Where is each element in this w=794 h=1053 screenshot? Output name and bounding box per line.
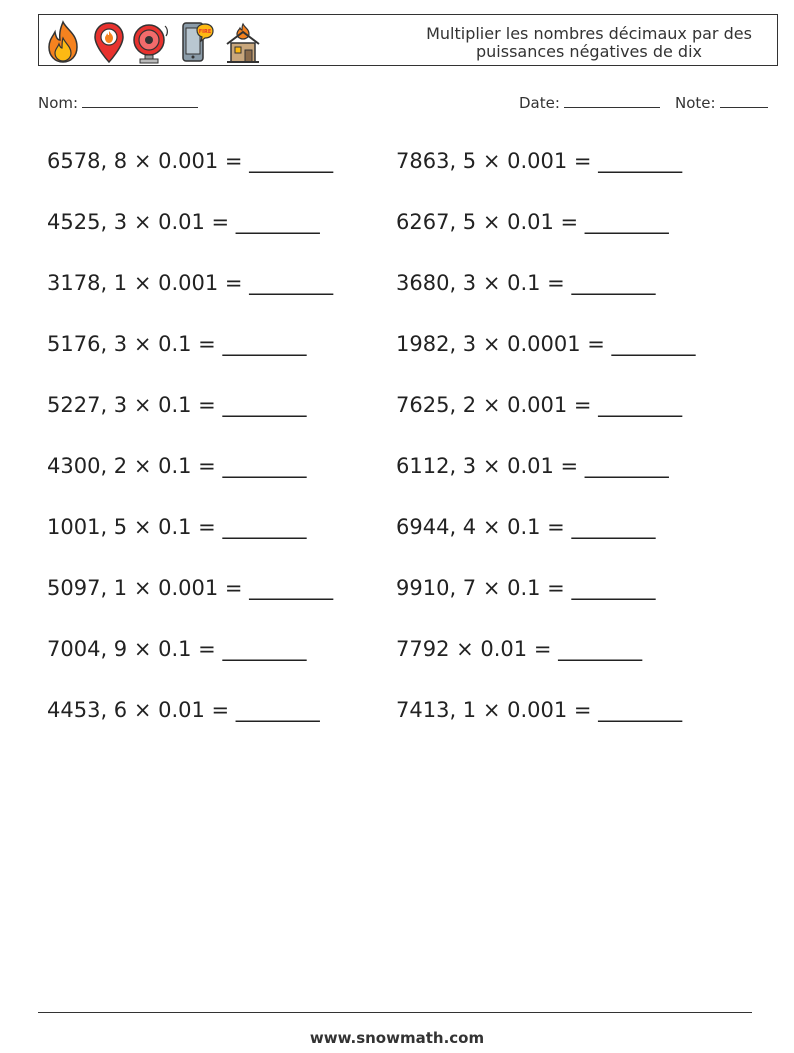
problem-right-10: 7413, 1 × 0.001 = ________: [396, 698, 683, 722]
fire-location-pin-icon: [89, 20, 129, 64]
problem-right-4: 1982, 3 × 0.0001 = ________: [396, 332, 696, 356]
title-line-1: Multiplier les nombres décimaux par des: [426, 24, 752, 43]
title-line-2: puissances négatives de dix: [476, 42, 702, 61]
problem-left-3: 3178, 1 × 0.001 = ________: [47, 271, 334, 295]
problem-left-1: 6578, 8 × 0.001 = ________: [47, 149, 334, 173]
name-blank[interactable]: [82, 94, 198, 108]
problem-right-9: 7792 × 0.01 = ________: [396, 637, 643, 661]
problem-right-5: 7625, 2 × 0.001 = ________: [396, 393, 683, 417]
problem-left-4: 5176, 3 × 0.1 = ________: [47, 332, 307, 356]
worksheet-title: [419, 25, 759, 61]
problem-right-7: 6944, 4 × 0.1 = ________: [396, 515, 656, 539]
worksheet-header: [38, 14, 778, 66]
note-blank[interactable]: [720, 94, 768, 108]
note-label: Note:: [675, 94, 716, 112]
name-field: [38, 94, 198, 112]
name-label: Nom:: [38, 94, 79, 112]
date-field: [519, 94, 660, 112]
problem-left-6: 4300, 2 × 0.1 = ________: [47, 454, 307, 478]
phone-fire-alert-icon: [177, 20, 217, 64]
problem-left-2: 4525, 3 × 0.01 = ________: [47, 210, 320, 234]
fire-alarm-bell-icon: [131, 20, 171, 64]
problem-left-5: 5227, 3 × 0.1 = ________: [47, 393, 307, 417]
problem-left-10: 4453, 6 × 0.01 = ________: [47, 698, 320, 722]
fire-icon: [43, 20, 83, 64]
problem-right-3: 3680, 3 × 0.1 = ________: [396, 271, 656, 295]
date-label: Date:: [519, 94, 560, 112]
date-blank[interactable]: [564, 94, 660, 108]
footer-url[interactable]: www.snowmath.com: [309, 1029, 485, 1047]
problem-right-6: 6112, 3 × 0.01 = ________: [396, 454, 669, 478]
problem-right-1: 7863, 5 × 0.001 = ________: [396, 149, 683, 173]
note-field: [675, 94, 768, 112]
problem-left-9: 7004, 9 × 0.1 = ________: [47, 637, 307, 661]
problem-left-7: 1001, 5 × 0.1 = ________: [47, 515, 307, 539]
problem-right-2: 6267, 5 × 0.01 = ________: [396, 210, 669, 234]
footer-divider: [38, 1012, 752, 1013]
problem-right-8: 9910, 7 × 0.1 = ________: [396, 576, 656, 600]
svg-text:FIRE: FIRE: [198, 29, 212, 35]
burning-house-icon: [223, 20, 263, 64]
problem-left-8: 5097, 1 × 0.001 = ________: [47, 576, 334, 600]
